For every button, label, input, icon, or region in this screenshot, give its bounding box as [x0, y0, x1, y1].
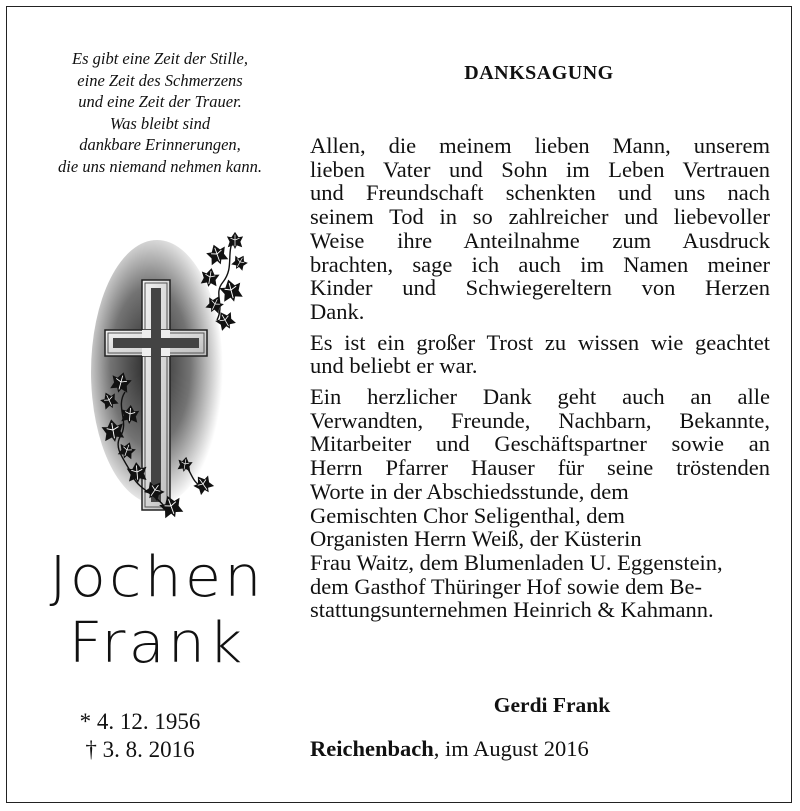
text-line: Worte in der Abschiedsstunde, dem	[310, 478, 629, 504]
poem	[20, 48, 300, 177]
poem-line: Was bleibt sind	[109, 113, 211, 133]
poem-line: eine Zeit des Schmerzens	[77, 70, 243, 90]
cross-with-ivy-icon	[85, 232, 255, 522]
poem-line: und eine Zeit der Trauer.	[78, 92, 242, 111]
thanks-paragraph	[310, 331, 770, 378]
text-line: Herrn Pfarrer Hauser für seine tröstenden	[310, 455, 770, 481]
text-line: und beliebt er war.	[310, 353, 478, 379]
thanks-text	[310, 134, 770, 629]
text-line: Gemischten Chor Seligenthal, dem	[310, 502, 625, 528]
deceased-last-name: Frank	[68, 611, 246, 676]
text-line: Es ist ein großer Trost zu wissen wie geachtet	[310, 329, 770, 355]
date-text: , im August 2016	[433, 736, 589, 761]
thanks-paragraph	[310, 385, 770, 622]
text-line: seinem Tod in so zahlreicher und liebevoller	[310, 204, 770, 230]
place-and-date	[310, 736, 589, 762]
text-line: Ein herzlicher Dank geht auch an alle	[310, 384, 770, 410]
text-line: Allen, die meinem lieben Mann, unserem	[310, 133, 770, 158]
text-line: Verwandten, Freunde, Nachbarn, Bekannte,	[310, 407, 770, 433]
thanks-paragraph	[310, 134, 770, 324]
deceased-first-name: Jochen	[49, 545, 265, 610]
notice-heading: DANKSAGUNG	[464, 62, 614, 84]
text-line: Kinder und Schwiegereltern von Herzen	[310, 275, 770, 301]
text-line: Mitarbeiter und Geschäftspartner sowie an	[310, 431, 770, 457]
poem-line: Es gibt eine Zeit der Stille,	[72, 49, 248, 68]
text-line: und Freundschaft schenkten und uns nach	[310, 180, 770, 206]
signature: Gerdi Frank	[493, 693, 611, 717]
text-line: Frau Waitz, dem Blumenladen U. Eggenstein,	[310, 549, 723, 575]
birth-date: * 4. 12. 1956	[79, 709, 201, 734]
text-line: stattungsunternehmen Heinrich & Kahmann.	[310, 597, 714, 623]
poem-line: die uns niemand nehmen kann.	[58, 156, 262, 176]
death-date: † 3. 8. 2016	[85, 737, 195, 762]
text-line: Weise ihre Anteilnahme zum Ausdruck	[310, 227, 770, 253]
text-line: brachten, sage ich auch im Namen meiner	[310, 251, 770, 277]
text-line: lieben Vater und Sohn im Leben Vertrauen	[310, 156, 770, 182]
text-line: Dank.	[310, 298, 365, 324]
life-dates	[50, 708, 230, 764]
place-name: Reichenbach	[310, 736, 434, 761]
poem-line: dankbare Erinnerungen,	[79, 135, 241, 154]
text-line: Organisten Herrn Weiß, der Küsterin	[310, 526, 642, 552]
text-line: dem Gasthof Thüringer Hof sowie dem Be-	[310, 573, 702, 599]
